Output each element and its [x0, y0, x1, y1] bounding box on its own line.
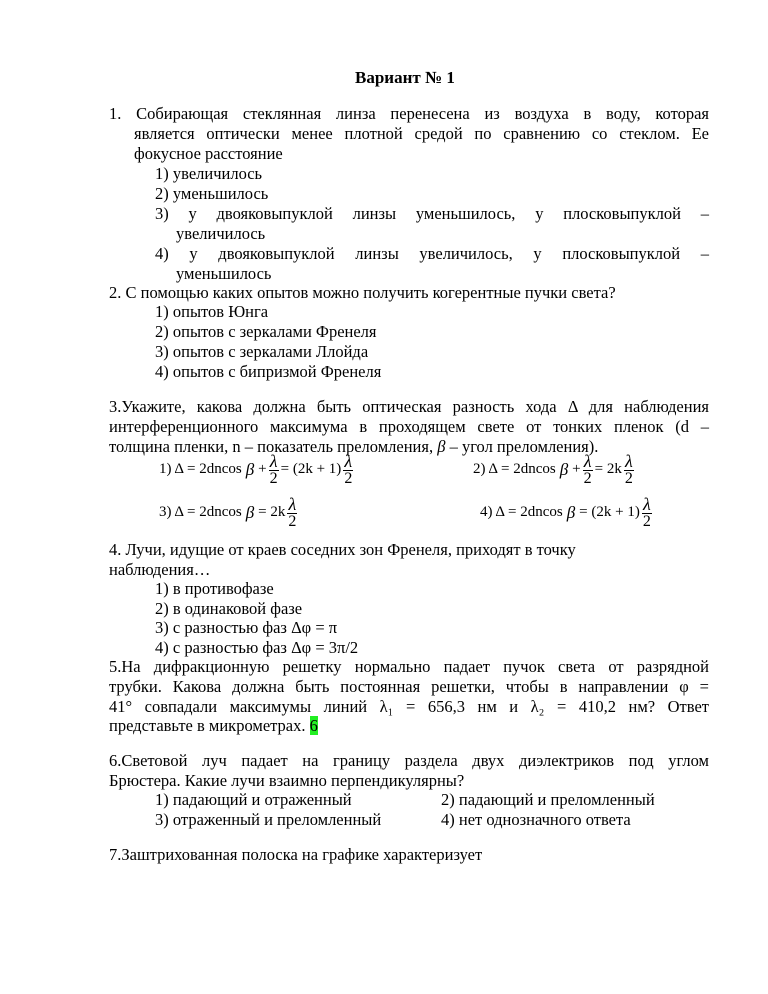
formula-1-lhs: 1) Δ = 2dncos	[159, 461, 242, 477]
question-5-line-4-text: представьте в микрометрах.	[109, 716, 306, 735]
formula-option-1	[159, 452, 355, 487]
question-6-option-1: 1) падающий и отраженный	[155, 790, 352, 809]
formula-3-frac: $\frac{\lambda}{2}$	[288, 494, 297, 530]
question-1-option-2: 2) уменьшилось	[155, 184, 269, 203]
question-6-option-3: 3) отраженный и преломленный	[155, 810, 382, 829]
page-title: Вариант № 1	[355, 68, 455, 87]
formula-option-3	[159, 495, 299, 530]
question-2-line-1: 2. С помощью каких опытов можно получить когерентные пучки света?	[109, 283, 616, 302]
question-1-option-1: 1) увеличилось	[155, 164, 263, 183]
formula-2-lhs: 2) Δ = 2dncos	[473, 461, 556, 477]
question-4-option-4: 4) с разностью фаз Δφ = 3π/2	[155, 638, 359, 657]
formula-4-beta: β	[566, 502, 576, 522]
question-3-line-1: 3.Укажите, какова должна быть оптическая разность хода Δ для наблюдения	[109, 397, 709, 416]
formula-1-frac-b: $\frac{\lambda}{2}$	[344, 451, 353, 487]
formula-3-lhs: 3) Δ = 2dncos	[159, 504, 242, 520]
question-6-line-2: Брюстера. Какие лучи взаимно перпендикулярны?	[109, 771, 465, 790]
formula-3-beta: β	[245, 502, 255, 522]
formula-option-4	[480, 495, 654, 530]
question-1-option-3-cont: увеличилось	[176, 224, 266, 243]
answer-highlight: 6	[309, 716, 318, 735]
question-1-line-2: является оптически менее плотной средой по сравнению со стеклом. Ее	[134, 124, 709, 143]
formula-1-beta: β	[245, 459, 255, 479]
formula-3-rhs: = 2k	[258, 504, 286, 520]
question-3-line-2: интерференционного максимума в проходящем свете от тонких пленок (d –	[109, 417, 709, 436]
formula-2-frac-a: $\frac{\lambda}{2}$	[583, 451, 592, 487]
question-6-line-1: 6.Световой луч падает на границу раздела двух диэлектриков под углом	[109, 751, 709, 770]
formula-4-frac: $\frac{\lambda}{2}$	[642, 494, 651, 530]
question-4-option-3: 3) с разностью фаз Δφ = π	[155, 618, 338, 637]
question-4-line-1: 4. Лучи, идущие от краев соседних зон Френеля, приходят в точку	[109, 540, 576, 559]
question-2-option-3: 3) опытов с зеркалами Ллойда	[155, 342, 369, 361]
question-4-option-1: 1) в противофазе	[155, 579, 274, 598]
formula-1-plus: +	[258, 461, 267, 477]
question-2-option-2: 2) опытов с зеркалами Френеля	[155, 322, 377, 341]
formula-1-rhs: = (2k + 1)	[280, 461, 342, 477]
question-4-option-2: 2) в одинаковой фазе	[155, 599, 303, 618]
formula-4-lhs: 4) Δ = 2dncos	[480, 504, 563, 520]
formula-2-frac-b: $\frac{\lambda}{2}$	[624, 451, 633, 487]
formula-option-2	[473, 452, 636, 487]
question-1-line-1: 1. Собирающая стеклянная линза перенесена из воздуха в воду, которая	[109, 104, 709, 123]
formula-2-beta: β	[559, 459, 569, 479]
formula-2-plus: +	[572, 461, 581, 477]
formula-1-frac-a: $\frac{\lambda}{2}$	[269, 451, 278, 487]
question-7-line-1: 7.Заштрихованная полоска на графике характеризует	[109, 845, 483, 864]
question-2-option-4: 4) опытов с бипризмой Френеля	[155, 362, 382, 381]
question-6-option-2: 2) падающий и преломленный	[441, 790, 655, 809]
question-3-line-3-b: – угол преломления).	[449, 437, 599, 456]
beta-symbol: β	[437, 437, 446, 456]
question-1-option-4-cont: уменьшилось	[176, 264, 272, 283]
question-2-option-1: 1) опытов Юнга	[155, 302, 269, 321]
question-5-line-1: 5.На дифракционную решетку нормально падает пучок света от разрядной	[109, 657, 709, 676]
question-6-option-4: 4) нет однозначного ответа	[441, 810, 631, 829]
question-1-option-3: 3) у двояковыпуклой линзы уменьшилось, у плосковыпуклой –	[155, 204, 709, 223]
formula-2-rhs: = 2k	[594, 461, 622, 477]
question-4-line-2: наблюдения…	[109, 560, 211, 579]
question-5-line-2: трубки. Какова должна быть постоянная решетки, чтобы в направлении φ =	[109, 677, 709, 696]
question-5-line-3: 41° совпадали максимумы линий λ₁ = 656,3 нм и λ₂ = 410,2 нм? Ответ	[109, 697, 709, 716]
question-1-line-3: фокусное расстояние	[134, 144, 283, 163]
question-3-line-3-a: толщина пленки, n – показатель преломления,	[109, 437, 434, 456]
formula-4-rhs: = (2k + 1)	[579, 504, 640, 520]
question-1-option-4: 4) у двояковыпуклой линзы увеличилось, у плосковыпуклой –	[155, 244, 709, 263]
question-5-line-4	[109, 716, 318, 736]
